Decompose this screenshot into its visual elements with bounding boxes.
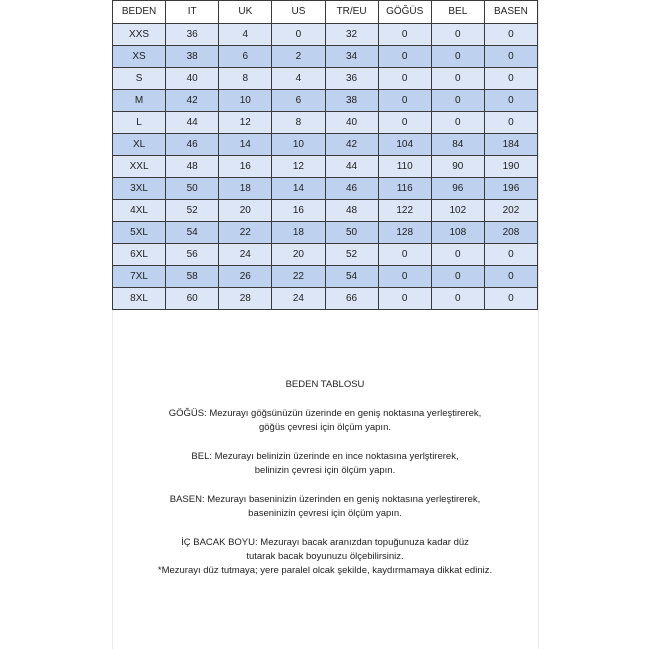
cell-tr-eu: 36 — [325, 68, 378, 90]
cell-bel: 0 — [431, 68, 484, 90]
guide-title: BEDEN TABLOSU — [285, 379, 365, 390]
table-row — [113, 222, 538, 244]
cell-gogus: 104 — [378, 134, 431, 156]
table-row — [113, 200, 538, 222]
guide-hip-line: BASEN: Mezurayı baseninizin üzerinden en geniş noktasına yerleştirerek, — [169, 494, 481, 505]
cell-beden: 4XL — [113, 200, 166, 222]
cell-uk: 24 — [219, 244, 272, 266]
guide-note — [112, 564, 538, 578]
cell-tr-eu: 44 — [325, 156, 378, 178]
cell-it: 40 — [166, 68, 219, 90]
header-uk: UK — [219, 1, 272, 24]
cell-basen: 0 — [484, 288, 537, 310]
cell-tr-eu: 42 — [325, 134, 378, 156]
cell-tr-eu: 34 — [325, 46, 378, 68]
cell-us: 6 — [272, 90, 325, 112]
cell-tr-eu: 54 — [325, 266, 378, 288]
guide-inseam-line: tutarak bacak boyunuzu ölçebilirsiniz. — [246, 551, 404, 562]
header-gogus: GÖĞÜS — [378, 1, 431, 24]
cell-it: 44 — [166, 112, 219, 134]
cell-bel: 102 — [431, 200, 484, 222]
cell-basen: 0 — [484, 266, 537, 288]
header-basen: BASEN — [484, 1, 537, 24]
cell-beden: 3XL — [113, 178, 166, 200]
table-row — [113, 288, 538, 310]
cell-us: 10 — [272, 134, 325, 156]
cell-it: 52 — [166, 200, 219, 222]
cell-uk: 16 — [219, 156, 272, 178]
guide-chest-line: GÖĞÜS: Mezurayı göğsünüzün üzerinde en geniş noktasına yerleştirerek, — [168, 408, 482, 419]
guide-chest — [112, 407, 538, 435]
cell-basen: 0 — [484, 24, 537, 46]
header-beden: BEDEN — [113, 1, 166, 24]
cell-us: 14 — [272, 178, 325, 200]
table-body — [113, 24, 538, 310]
cell-beden: 7XL — [113, 266, 166, 288]
guide-note-line: *Mezurayı düz tutmaya; yere paralel olcak şekilde, kaydırmamaya dikkat ediniz. — [157, 565, 493, 576]
cell-uk: 26 — [219, 266, 272, 288]
cell-uk: 22 — [219, 222, 272, 244]
cell-uk: 6 — [219, 46, 272, 68]
cell-basen: 0 — [484, 46, 537, 68]
cell-beden: XXL — [113, 156, 166, 178]
cell-basen: 202 — [484, 200, 537, 222]
guide-waist-line: belinizin çevresi için ölçüm yapın. — [254, 465, 396, 476]
size-guide — [112, 378, 538, 578]
cell-it: 56 — [166, 244, 219, 266]
cell-bel: 0 — [431, 244, 484, 266]
cell-uk: 14 — [219, 134, 272, 156]
table-row — [113, 46, 538, 68]
cell-uk: 18 — [219, 178, 272, 200]
cell-uk: 8 — [219, 68, 272, 90]
cell-beden: 6XL — [113, 244, 166, 266]
cell-gogus: 0 — [378, 24, 431, 46]
guide-waist-line: BEL: Mezurayı belinizin üzerinde en ince noktasına yerlştirerek, — [191, 451, 459, 462]
cell-gogus: 128 — [378, 222, 431, 244]
cell-uk: 10 — [219, 90, 272, 112]
cell-it: 46 — [166, 134, 219, 156]
cell-us: 12 — [272, 156, 325, 178]
cell-us: 24 — [272, 288, 325, 310]
header-bel: BEL — [431, 1, 484, 24]
cell-uk: 12 — [219, 112, 272, 134]
header-tr-eu: TR/EU — [325, 1, 378, 24]
cell-us: 8 — [272, 112, 325, 134]
cell-basen: 208 — [484, 222, 537, 244]
cell-beden: L — [113, 112, 166, 134]
cell-gogus: 0 — [378, 244, 431, 266]
table-row — [113, 24, 538, 46]
cell-us: 2 — [272, 46, 325, 68]
cell-bel: 0 — [431, 90, 484, 112]
table-row — [113, 156, 538, 178]
cell-us: 22 — [272, 266, 325, 288]
size-chart-table — [112, 0, 538, 310]
cell-beden: 5XL — [113, 222, 166, 244]
cell-us: 20 — [272, 244, 325, 266]
table-header-row — [113, 1, 538, 24]
cell-it: 42 — [166, 90, 219, 112]
guide-hip — [112, 493, 538, 521]
guide-chest-line: göğüs çevresi için ölçüm yapın. — [258, 422, 391, 433]
cell-gogus: 0 — [378, 46, 431, 68]
table-row — [113, 178, 538, 200]
cell-uk: 20 — [219, 200, 272, 222]
cell-basen: 190 — [484, 156, 537, 178]
cell-it: 48 — [166, 156, 219, 178]
cell-tr-eu: 50 — [325, 222, 378, 244]
cell-bel: 0 — [431, 24, 484, 46]
table-row — [113, 134, 538, 156]
guide-inseam — [112, 536, 538, 564]
cell-beden: XL — [113, 134, 166, 156]
cell-tr-eu: 32 — [325, 24, 378, 46]
cell-bel: 96 — [431, 178, 484, 200]
cell-us: 16 — [272, 200, 325, 222]
cell-beden: 8XL — [113, 288, 166, 310]
table-row — [113, 266, 538, 288]
cell-bel: 0 — [431, 46, 484, 68]
cell-tr-eu: 52 — [325, 244, 378, 266]
cell-us: 18 — [272, 222, 325, 244]
cell-bel: 0 — [431, 288, 484, 310]
cell-it: 58 — [166, 266, 219, 288]
cell-gogus: 0 — [378, 68, 431, 90]
cell-tr-eu: 48 — [325, 200, 378, 222]
cell-beden: M — [113, 90, 166, 112]
cell-bel: 90 — [431, 156, 484, 178]
cell-tr-eu: 40 — [325, 112, 378, 134]
cell-bel: 0 — [431, 112, 484, 134]
cell-basen: 0 — [484, 244, 537, 266]
cell-uk: 4 — [219, 24, 272, 46]
guide-inseam-line: İÇ BACAK BOYU: Mezurayı bacak aranızdan topuğunuza kadar düz — [181, 537, 469, 548]
cell-bel: 108 — [431, 222, 484, 244]
cell-basen: 196 — [484, 178, 537, 200]
cell-it: 38 — [166, 46, 219, 68]
header-us: US — [272, 1, 325, 24]
cell-gogus: 0 — [378, 288, 431, 310]
cell-us: 4 — [272, 68, 325, 90]
cell-it: 50 — [166, 178, 219, 200]
cell-gogus: 0 — [378, 90, 431, 112]
cell-gogus: 0 — [378, 112, 431, 134]
cell-tr-eu: 46 — [325, 178, 378, 200]
cell-basen: 0 — [484, 112, 537, 134]
cell-beden: XXS — [113, 24, 166, 46]
cell-gogus: 122 — [378, 200, 431, 222]
cell-tr-eu: 66 — [325, 288, 378, 310]
cell-uk: 28 — [219, 288, 272, 310]
cell-basen: 184 — [484, 134, 537, 156]
table-row — [113, 244, 538, 266]
cell-basen: 0 — [484, 90, 537, 112]
cell-gogus: 0 — [378, 266, 431, 288]
cell-bel: 0 — [431, 266, 484, 288]
cell-tr-eu: 38 — [325, 90, 378, 112]
cell-gogus: 116 — [378, 178, 431, 200]
cell-it: 60 — [166, 288, 219, 310]
table-row — [113, 112, 538, 134]
cell-bel: 84 — [431, 134, 484, 156]
table-row — [113, 68, 538, 90]
table-row — [113, 90, 538, 112]
cell-basen: 0 — [484, 68, 537, 90]
cell-it: 36 — [166, 24, 219, 46]
cell-it: 54 — [166, 222, 219, 244]
cell-beden: S — [113, 68, 166, 90]
cell-us: 0 — [272, 24, 325, 46]
cell-beden: XS — [113, 46, 166, 68]
cell-gogus: 110 — [378, 156, 431, 178]
header-it: IT — [166, 1, 219, 24]
guide-waist — [112, 450, 538, 478]
guide-hip-line: baseninizin çevresi için ölçüm yapın. — [248, 508, 402, 519]
